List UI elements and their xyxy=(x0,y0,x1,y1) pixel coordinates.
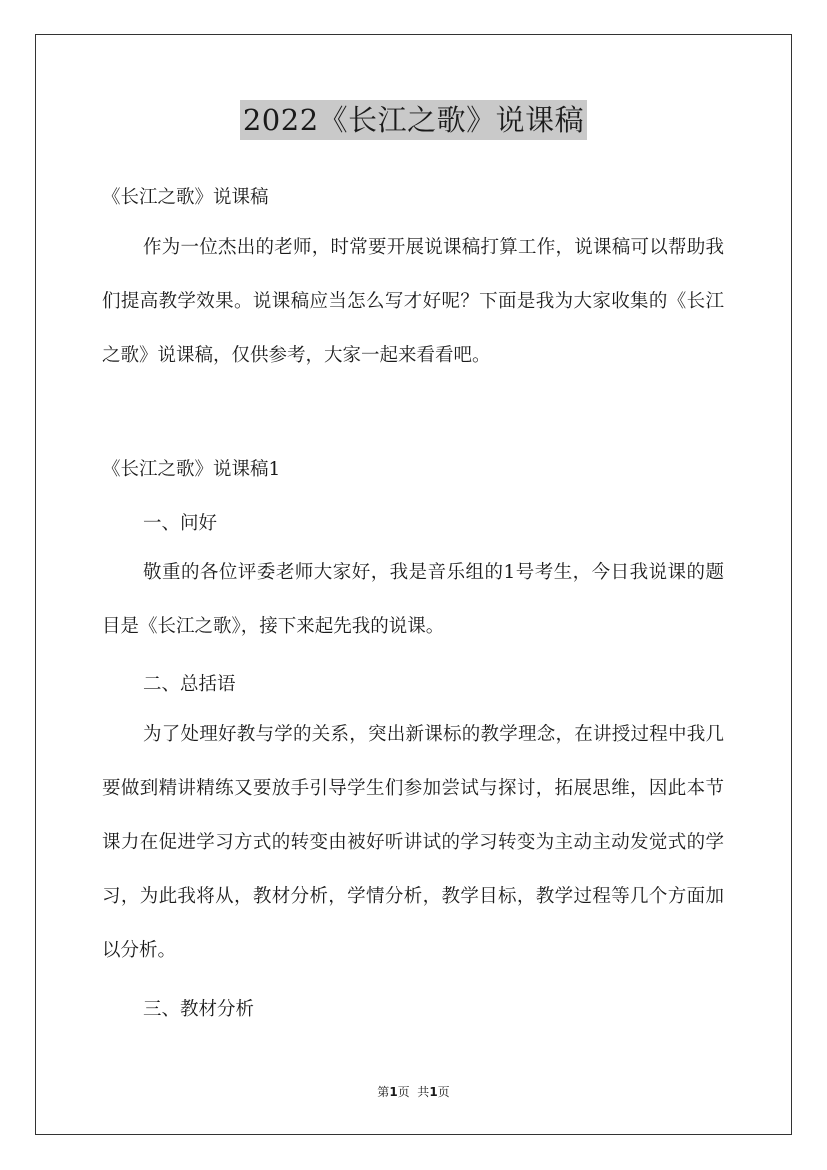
heading-summary: 二、总括语 xyxy=(143,674,236,695)
document-subtitle: 《长江之歌》说课稿 xyxy=(102,187,269,208)
footer-total-pages: 1 xyxy=(429,1085,438,1099)
footer-page-number: 1 xyxy=(389,1085,398,1099)
footer-suffix: 页 xyxy=(437,1085,450,1099)
title-container xyxy=(0,100,827,140)
footer-mid: 页 共 xyxy=(397,1085,430,1099)
document-title: 2022《长江之歌》说课稿 xyxy=(240,100,587,140)
page-footer xyxy=(0,1083,827,1100)
section-title: 《长江之歌》说课稿1 xyxy=(102,459,281,480)
summary-paragraph: 为了处理好教与学的关系，突出新课标的教学理念，在讲授过程中我几要做到精讲精练又要放手引导学生们参加尝试与探讨，拓展思维，因此本节课力在促进学习方式的转变由被好听讲试的学习转变为主动主动发觉式的学习，为此我将从，教材分析，学情分析，教学目标，教学过程等几个方面加以分析。 xyxy=(102,724,724,961)
greeting-paragraph: 敬重的各位评委老师大家好，我是音乐组的1号考生，今日我说课的题目是《长江之歌》，接下来起先我的说课。 xyxy=(102,562,724,637)
footer-prefix: 第 xyxy=(377,1085,390,1099)
heading-greeting: 一、问好 xyxy=(143,513,218,534)
intro-paragraph: 作为一位杰出的老师，时常要开展说课稿打算工作，说课稿可以帮助我们提高教学效果。说课稿应当怎么写才好呢？下面是我为大家收集的《长江之歌》说课稿，仅供参考，大家一起来看看吧。 xyxy=(102,237,724,366)
heading-textbook-analysis: 三、教材分析 xyxy=(143,999,255,1020)
